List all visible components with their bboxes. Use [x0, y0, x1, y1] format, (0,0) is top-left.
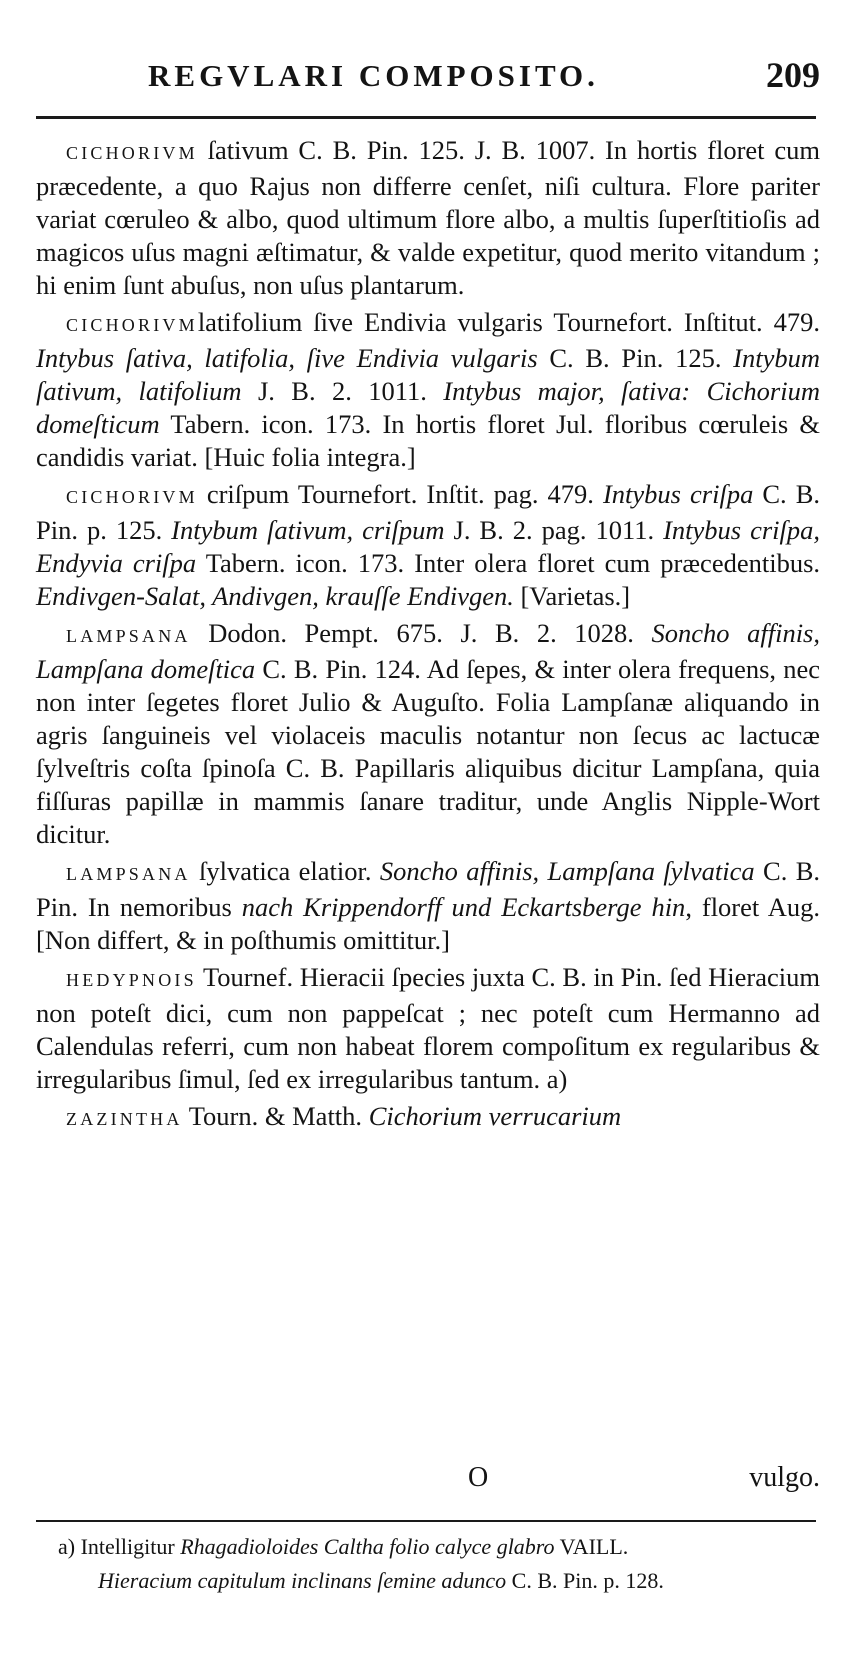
footnote — [58, 1530, 818, 1598]
footnote-text-italic: Rhagadioloides Caltha folio calyce glabro — [180, 1534, 555, 1559]
entry-text: C. B. Pin. 125. — [537, 343, 734, 373]
page-number: 209 — [766, 55, 820, 95]
entry-text: ſylvatica elatior. — [190, 856, 380, 886]
signature-mark: O — [468, 1462, 489, 1493]
entry-text: Tabern. icon. 173. Inter olera floret cum præcedentibus. — [196, 548, 821, 578]
entry-text: Dodon. Pempt. 675. J. B. 2. 1028. — [190, 618, 652, 648]
entry-cichorium-sativum — [36, 134, 820, 302]
entry-lead: CICHORIVM — [66, 487, 198, 507]
footnote-line — [58, 1530, 818, 1564]
entry-text: [Varietas.] — [513, 581, 631, 611]
running-head — [140, 55, 820, 108]
entry-text: C. B. Pin. p. 125. — [36, 479, 821, 545]
entry-text: Tourn. & Matth. — [182, 1101, 369, 1131]
footnote-rule — [36, 1520, 816, 1522]
entry-text-italic: nach Krippendorff und Eckartsberge hin — [241, 892, 686, 922]
footnote-text: a) Intelligitur — [58, 1534, 181, 1559]
entry-lead: ZAZINTHA — [66, 1109, 183, 1129]
header-rule — [36, 116, 816, 119]
entry-text: J. B. 2. pag. 1011. — [444, 515, 664, 545]
entry-text-italic: Intybum ſativum, criſpum — [171, 515, 445, 545]
footnote-text: C. B. Pin. p. 128. — [506, 1568, 664, 1593]
entry-text: C. B. Pin. In nemoribus — [36, 856, 821, 922]
entry-lead: CICHORIVM — [66, 315, 198, 335]
footnote-line — [58, 1564, 818, 1598]
entry-text-italic: Soncho affinis, Lampſana ſylvatica — [379, 856, 755, 886]
entry-text-italic: Cichorium verrucarium — [368, 1101, 622, 1131]
entry-text-italic: Intybus major, ſativa: Cichorium domeſticum — [36, 376, 820, 439]
entry-lead: HEDYPNOIS — [66, 970, 197, 990]
entry-text-italic: Intybus criſpa, Endyvia criſpa — [36, 515, 820, 578]
catchword: vulgo. — [749, 1462, 820, 1493]
entry-text: Tabern. icon. 173. In hortis floret Jul. floribus cœruleis & candidis variat. [Huic folia integra.] — [36, 409, 820, 472]
entry-lampsana-sylvatica — [36, 855, 820, 957]
entry-text: criſpum Tournefort. Inſtit. pag. 479. — [197, 479, 603, 509]
entry-text-italic: Intybus criſpa — [602, 479, 754, 509]
entry-lampsana-domestica — [36, 617, 820, 851]
footnote-text: VAILL. — [554, 1534, 629, 1559]
entry-text: J. B. 2. 1011. — [241, 376, 444, 406]
entry-text: , floret Aug. [Non differt, & in poſthumis omittitur.] — [36, 892, 820, 955]
running-title: REGVLARI COMPOSITO. — [148, 58, 599, 93]
entry-text: C. B. Pin. 124. Ad ſepes, & inter olera frequens, nec non inter ſegetes floret Julio & Auguſto. Folia Lampſanæ aliquando in agris ſanguineis vel violaceis maculis notantur non ſecus ac lactucæ ſylveſtris coſta ſpinoſa C. B. Papillaris aliquibus dicitur Lampſana, quia fiſſuras papillæ in mammis ſanare traditur, unde Anglis Nipple-Wort dicitur. — [36, 654, 820, 849]
entry-text-italic: Intybum ſativum, latifolium — [36, 343, 820, 406]
entry-lead: LAMPSANA — [66, 626, 191, 646]
entry-hedypnois — [36, 961, 820, 1096]
entry-text: ſativum C. B. Pin. 125. J. B. 1007. In hortis floret cum præcedente, a quo Rajus non differre cenſet, niſi cultura. Flore pariter variat cœruleo & albo, quod ultimum flore albo, a multis ſuperſtitioſis ad magicos uſus magni æſtimatur, & valde expetitur, quod merito vitandum ; hi enim ſunt abuſus, non uſus plantarum. — [36, 135, 820, 300]
entry-cichorium-crispum — [36, 478, 820, 613]
body-text — [36, 134, 820, 1140]
footnote-text-italic: Hieracium capitulum inclinans ſemine adunco — [98, 1568, 507, 1593]
catchline — [36, 1462, 820, 1502]
entry-lead: CICHORIVM — [66, 143, 198, 163]
entry-text-italic: Soncho affinis, Lampſana domeſtica — [36, 618, 820, 684]
entry-lead: LAMPSANA — [66, 864, 191, 884]
entry-text: latifolium ſive Endivia vulgaris Tournefort. Inſtitut. 479. — [197, 307, 820, 337]
entry-text: Tournef. Hieracii ſpecies juxta C. B. in Pin. ſed Hieracium non poteſt dici, cum non pappeſcat ; nec poteſt cum Hermanno ad Calendulas referri, cum non habeat florem compoſitum ex regularibus & irregularibus ſimul, ſed ex irregularibus tantum. a) — [36, 962, 821, 1094]
entry-text-italic: Endivgen-Salat, Andivgen, krauſſe Endivgen. — [36, 581, 514, 611]
entry-text-italic: Intybus ſativa, latifolia, ſive Endivia vulgaris — [36, 343, 538, 373]
entry-zazintha — [36, 1100, 820, 1136]
entry-cichorium-latifolium — [36, 306, 820, 474]
